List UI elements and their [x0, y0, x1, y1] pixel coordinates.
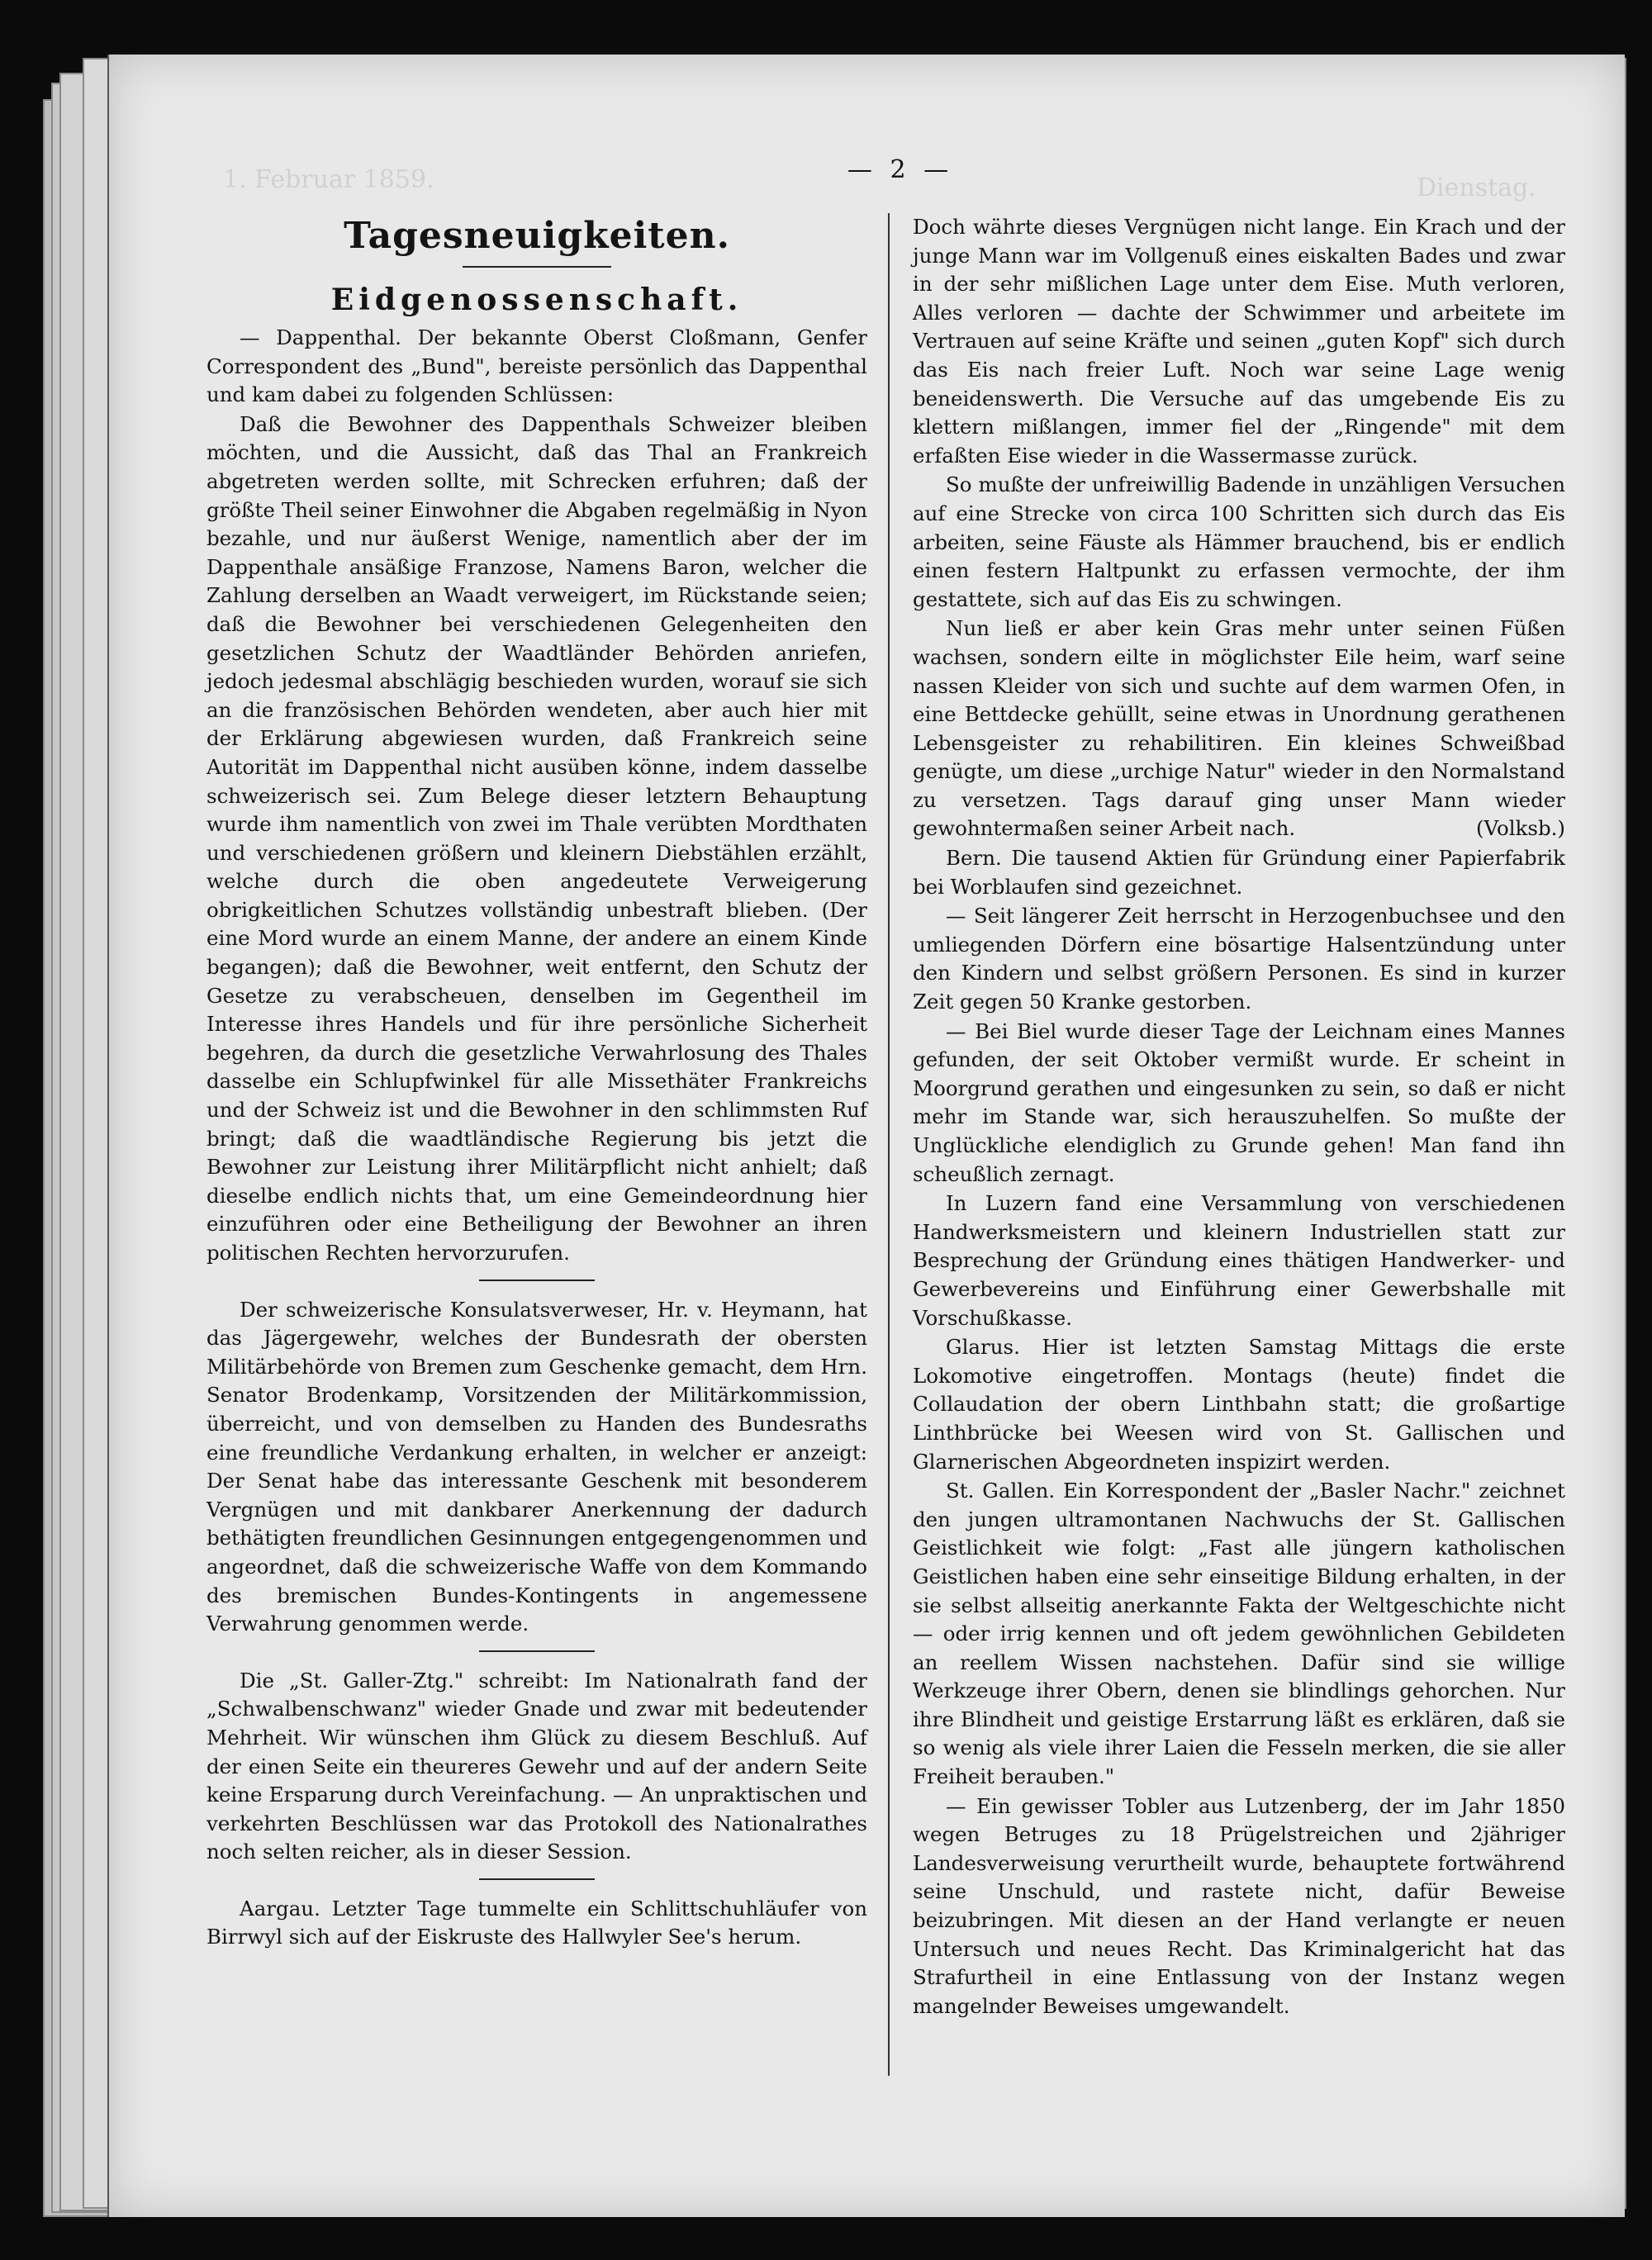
article-consul-bremen: Der schweizerische Konsulatsverweser, Hr. v. Heymann, hat das Jägergewehr, welches der Bundesrath der obersten Militärbehörde von Bremen zum Geschenke gemacht, dem Hrn. Senator Brodenkamp, Vorsitzenden der Militärkommission, überreicht, und von demselben zu Handen des Bundesraths eine freundliche Verdankung erhalten, in welcher er anzeigt: Der Senat habe das interessante Geschenk mit besonderem Vergnügen und mit dankbarer Anerkennung der dadurch bethätigten freundlichen Gesinnungen entgegengenommen und angeordnet, daß die schweizerische Waffe von dem Kommando des bremischen Bundes-Kontingents in angemessene Verwahrung genommen werde.	[206, 1297, 867, 1636]
right-column	[913, 213, 1565, 2021]
article-tobler: — Ein gewisser Tobler aus Lutzenberg, der im Jahr 1850 wegen Betruges zu 18 Prügelstreichen und 2jähriger Landesverweisung verurtheilt wurde, behauptete fortwährend seine Unschuld, und rastete nicht, dafür Beweise beizubringen. Mit diesen an der Hand verlangte er neuen Untersuch und neues Recht. Das Kriminalgericht hat das Strafurtheil in eine Entlassung von der Instanz wegen mangelnder Beweises umgewandelt.	[913, 1793, 1565, 2018]
page-number: — 2 —	[847, 155, 954, 184]
article-bern: Bern. Die tausend Aktien für Gründung einer Papierfabrik bei Worblaufen sind gezeichnet.	[913, 846, 1565, 899]
left-column	[206, 213, 867, 1953]
divider	[479, 1650, 595, 1652]
article-aargau-rescue: So mußte der unfreiwillig Badende in unzähligen Versuchen auf eine Strecke von circa 100 Schritten sich durch das Eis arbeiten, seine Fäuste als Hämmer brauchend, bis er endlich einen festern Haltpunkt zu erfassen vermochte, der ihm gestattete, sich auf das Eis zu schwingen.	[913, 472, 1565, 611]
divider	[479, 1280, 595, 1281]
article-dappenthal-body: Daß die Bewohner des Dappenthals Schweizer bleiben möchten, und die Aussicht, daß das Thal an Frankreich abgetreten werden sollte, mit Schrecken erfuhren; daß der größte Theil seiner Einwohner die Abgaben regelmäßig in Nyon bezahle, und nur äußerst Wenige, namentlich aber der im Dappenthale ansäßige Franzose, Namens Baron, welcher die Zahlung derselben an Waadt verweigert, im Rückstande seien; daß die Bewohner bei verschiedenen Gelegenheiten den gesetzlichen Schutz der Waadtländer Behörden anriefen, jedoch jedesmal abschlägig beschieden wurden, worauf sie sich an die französischen Behörden wendeten, aber auch hier mit der Erklärung abgewiesen wurden, daß Frankreich seine Autorität im Dappenthal nicht ausüben könne, indem dasselbe schweizerisch sei. Zum Belege dieser letztern Behauptung wurde ihm namentlich von zwei im Thale verübten Mordthaten und verschiedenen größern und kleinern Diebstählen erzählt, welche durch die oben angedeutete Verweigerung obrigkeitlichen Schutzes vollständig unbestraft blieben. (Der eine Mord wurde an einem Manne, der andere an einem Kinde begangen); daß die Bewohner, weit entfernt, den Schutz der Gesetze zu verabscheuen, denselben im Gegentheil im Interesse ihres Handels und für ihre persönliche Sicherheit begehren, da durch die gesetzliche Verwahrlosung des Thales dasselbe ein Schlupfwinkel für alle Missethäter Frankreichs und der Schweiz ist und die Bewohner in den schlimmsten Ruf bringt; daß die waadtländische Regierung bis jetzt die Bewohner zur Leistung ihrer Militärpflicht nicht anhielt; daß dieselbe endlich nichts that, um eine Gemeindeordnung hier einzuführen oder eine Betheiligung der Bewohner an ihren politischen Rechten hervorzurufen.	[206, 411, 867, 1265]
section-subtitle: Eidgenossenschaft.	[330, 282, 743, 317]
article-biel: — Bei Biel wurde dieser Tage der Leichnam eines Mannes gefunden, der seit Oktober vermißt wurde. Er scheint in Moorgrund gerathen und eingesunken zu sein, so daß er nicht mehr im Stande war, sich herauszuhelfen. So mußte der Unglückliche elendiglich zu Grunde gehen! Man fand ihn scheußlich zernagt.	[913, 1018, 1565, 1186]
article-st-gallen: St. Gallen. Ein Korrespondent der „Basler Nachr." zeichnet den jungen ultramontanen Nachwuchs der St. Gallischen Geistlichkeit wie folgt: „Fast alle jüngern katholischen Geistlichen haben eine sehr einseitige Bildung erhalten, in der sie selbst allseitig anerkannte Fakta der Weltgeschichte nicht — oder irrig kennen und oft jedem gewöhnlichen Gebildeten an reellem Wissen nachstehen. Dafür sind sie willige Werkzeuge ihrer Obern, denen sie blindlings gehorchen. Nur ihre Blindheit und geistige Erstarrung läßt es erklären, daß sie so wenig als viele ihrer Laien die Fesseln merken, die sie aller Freiheit berauben."	[913, 1479, 1565, 1789]
article-aargau-continued: Doch währte dieses Vergnügen nicht lange. Ein Krach und der junge Mann war im Vollgenuß eines eiskalten Bades und zwar in der sehr mißlichen Lage unter dem Eise. Muth verloren, Alles verloren — dachte der Schwimmer und arbeitete im Vertrauen auf seine Kräfte und seinen „guten Kopf" sich durch das Eis nach freier Luft. Noch war seine Lage wenig beneidenswerth. Die Versuche auf das umgebende Eis zu klettern mißlangen, immer fiel der „Ringende" mit dem erfaßten Eise wieder in die Wassermasse zurück.	[913, 215, 1565, 468]
article-aargau: Aargau. Letzter Tage tummelte ein Schlittschuhläufer von Birrwyl sich auf der Eiskruste des Hallwyler See's herum.	[206, 1896, 867, 1949]
article-aargau-ending-text: Nun ließ er aber kein Gras mehr unter seinen Füßen wachsen, sondern eilte in möglichster Eile heim, warf seine nassen Kleider von sich und suchte auf dem warmen Ofen, in eine Bettdecke gehüllt, seine etwas in Unordnung gerathenen Lebensgeister zu rehabilitiren. Ein kleines Schweißbad genügte, um diese „urchige Natur" wieder in den Normalstand zu versetzen. Tags darauf ging unser Mann wieder gewohntermaßen seiner Arbeit nach.	[913, 616, 1565, 841]
bleed-through-weekday: Dienstag.	[1417, 173, 1536, 202]
source-credit: (Volksb.)	[1475, 816, 1565, 841]
article-nationalrath: Die „St. Galler-Ztg." schreibt: Im Nationalrath fand der „Schwalbenschwanz" wieder Gnade und zwar mit bedeutender Mehrheit. Wir wünschen ihm Glück zu diesem Beschluß. Auf der einen Seite ein theureres Gewehr und auf der andern Seite keine Ersparung durch Vereinfachung. — An unpraktischen und verkehrten Beschlüssen war das Protokoll des Nationalrathes noch selten reicher, als in dieser Session.	[206, 1668, 867, 1864]
article-aargau-ending	[913, 615, 1565, 843]
section-title: Tagesneuigkeiten.	[344, 215, 730, 257]
article-glarus: Glarus. Hier ist letzten Samstag Mittags die erste Lokomotive eingetroffen. Montags (heute) findet die Collaudation der obern Linthbahn statt; die großartige Linthbrücke bei Weesen wird von St. Gallischen und Glarnerischen Abgeordneten inspizirt werden.	[913, 1335, 1565, 1474]
article-luzern: In Luzern fand eine Versammlung von verschiedenen Handwerksmeistern und kleinern Industriellen statt zur Besprechung der Gründung eines thätigen Handwerker- und Gewerbevereins und Einführung einer Gewerbshalle mit Vorschußkasse.	[913, 1191, 1565, 1330]
article-herzogenbuchsee: — Seit längerer Zeit herrscht in Herzogenbuchsee und den umliegenden Dörfern eine bösartige Halsentzündung unter den Kindern und selbst größern Personen. Es sind in kurzer Zeit gegen 50 Kranke gestorben.	[913, 904, 1565, 1014]
title-rule	[463, 266, 611, 268]
article-dappenthal-intro: — Dappenthal. Der bekannte Oberst Cloßmann, Genfer Correspondent des „Bund", bereiste persönlich das Dappenthal und kam dabei zu folgenden Schlüssen:	[206, 325, 867, 407]
column-divider	[888, 213, 890, 2076]
divider	[479, 1878, 595, 1880]
bleed-through-date: 1. Februar 1859.	[223, 165, 434, 194]
